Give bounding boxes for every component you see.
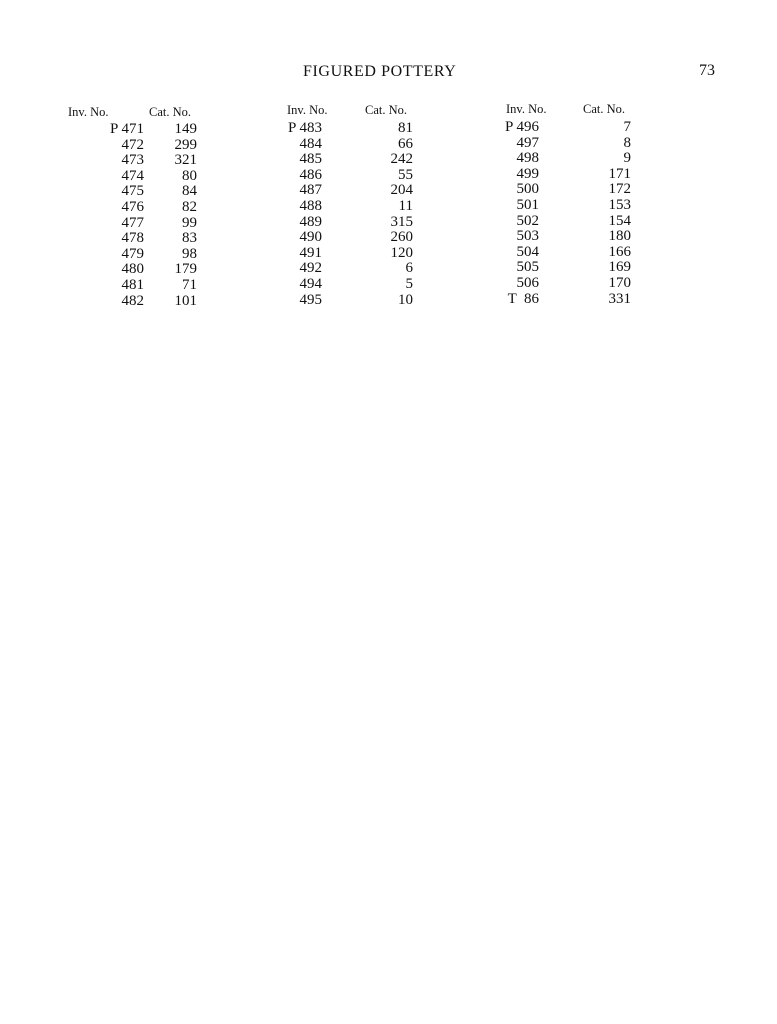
cat-no-cell: 81 (398, 120, 413, 136)
table-row (480, 214, 650, 230)
inv-no-cell: 482 (121, 292, 144, 309)
table-row (265, 261, 435, 277)
inv-no-cell: 499 (516, 165, 539, 182)
table-row (40, 231, 210, 247)
inv-no-cell: 485 (299, 151, 322, 168)
cat-no-cell: 315 (390, 213, 413, 230)
inv-no-cell: 505 (516, 259, 539, 276)
inv-no-cell: 503 (516, 228, 539, 245)
cat-no-cell: 321 (174, 152, 197, 169)
running-head (0, 63, 777, 85)
table-row (480, 229, 650, 245)
inv-no-cell: P 471 (109, 121, 144, 137)
cat-no-cell: 331 (608, 290, 631, 307)
table-row (265, 137, 435, 153)
inv-no-cell: 498 (516, 150, 539, 167)
cat-no-cell: 171 (608, 165, 631, 182)
inv-no-cell: 484 (299, 135, 322, 152)
inv-no-cell: 478 (121, 230, 144, 247)
inv-no-cell: 504 (516, 243, 539, 260)
table-rows (265, 121, 435, 308)
cat-no-header: Cat. No. (149, 105, 192, 119)
cat-no-cell: 153 (608, 196, 631, 213)
inv-no-cell: 502 (516, 212, 539, 229)
cat-no-cell: 154 (608, 212, 631, 229)
cat-no-cell: 55 (398, 166, 413, 183)
cat-no-cell: 169 (608, 259, 631, 276)
inv-no-cell: 481 (121, 276, 144, 293)
table-row (265, 215, 435, 231)
cat-no-cell: 84 (182, 183, 197, 200)
inv-no-cell: 475 (121, 183, 144, 200)
table-row (40, 138, 210, 154)
table-row (40, 216, 210, 232)
table-row (480, 292, 650, 308)
cat-no-cell: 8 (623, 134, 631, 151)
table-row (480, 182, 650, 198)
table-row (480, 120, 650, 136)
cat-no-cell: 6 (405, 260, 413, 277)
table-row (40, 294, 210, 310)
table-row (480, 198, 650, 214)
page-title: FIGURED POTTERY (303, 63, 457, 80)
table-row (40, 247, 210, 263)
table-row (40, 169, 210, 185)
inv-no-cell: 495 (299, 291, 322, 308)
cat-no-header: Cat. No. (583, 102, 626, 116)
cat-no-cell: 149 (174, 121, 197, 137)
cat-no-cell: 71 (182, 276, 197, 293)
inv-no-cell: 479 (121, 245, 144, 262)
inv-no-cell: 473 (121, 152, 144, 169)
table-row (480, 151, 650, 167)
inv-no-cell: P 483 (287, 120, 322, 136)
inv-no-cell: 500 (516, 181, 539, 198)
cat-no-cell: 172 (608, 181, 631, 198)
table-row (480, 245, 650, 261)
table-row (265, 183, 435, 199)
table-row (265, 277, 435, 293)
inv-no-cell: 480 (121, 261, 144, 278)
inv-no-cell: 491 (299, 244, 322, 261)
table-rows (480, 120, 650, 307)
inv-no-cell: P 496 (504, 119, 539, 135)
table-row (265, 230, 435, 246)
inv-no-header: Inv. No. (506, 102, 547, 116)
inv-no-cell: 506 (516, 274, 539, 291)
cat-no-cell: 66 (398, 135, 413, 152)
cat-no-cell: 242 (390, 151, 413, 168)
cat-no-cell: 299 (174, 136, 197, 153)
inv-no-cell: 486 (299, 166, 322, 183)
inv-no-header: Inv. No. (287, 103, 328, 117)
cat-no-cell: 80 (182, 167, 197, 184)
cat-no-cell: 170 (608, 274, 631, 291)
table-row (40, 184, 210, 200)
inv-no-cell: 490 (299, 229, 322, 246)
cat-no-cell: 179 (174, 261, 197, 278)
cat-no-cell: 120 (390, 244, 413, 261)
table-row (265, 246, 435, 262)
cat-no-cell: 7 (623, 119, 631, 135)
cat-no-cell: 82 (182, 198, 197, 215)
cat-no-cell: 9 (623, 150, 631, 167)
inv-no-header: Inv. No. (68, 105, 109, 119)
inv-no-cell: T 86 (507, 290, 539, 307)
table-row (40, 278, 210, 294)
table-row (265, 121, 435, 137)
table-row (480, 260, 650, 276)
inv-no-cell: 472 (121, 136, 144, 153)
inv-no-cell: 474 (121, 167, 144, 184)
table-row (480, 276, 650, 292)
inv-no-cell: 497 (516, 134, 539, 151)
table-row (265, 152, 435, 168)
cat-no-cell: 99 (182, 214, 197, 231)
inv-no-cell: 476 (121, 198, 144, 215)
cat-no-cell: 180 (608, 228, 631, 245)
table-row (40, 153, 210, 169)
cat-no-cell: 10 (398, 291, 413, 308)
cat-no-cell: 5 (405, 275, 413, 292)
inv-no-cell: 477 (121, 214, 144, 231)
table-row (265, 293, 435, 309)
table-row (40, 200, 210, 216)
inv-no-cell: 488 (299, 197, 322, 214)
inv-no-cell: 489 (299, 213, 322, 230)
table-row (40, 122, 210, 138)
page-number: 73 (699, 62, 715, 79)
table-row (265, 199, 435, 215)
cat-no-header: Cat. No. (365, 103, 408, 117)
cat-no-cell: 83 (182, 230, 197, 247)
cat-no-cell: 98 (182, 245, 197, 262)
cat-no-cell: 260 (390, 229, 413, 246)
inv-no-cell: 487 (299, 182, 322, 199)
table-row (265, 168, 435, 184)
cat-no-cell: 11 (398, 197, 413, 214)
inv-no-cell: 501 (516, 196, 539, 213)
table-row (480, 136, 650, 152)
cat-no-cell: 204 (390, 182, 413, 199)
table-row (40, 262, 210, 278)
cat-no-cell: 101 (174, 292, 197, 309)
table-rows (40, 122, 210, 309)
table-row (480, 167, 650, 183)
cat-no-cell: 166 (608, 243, 631, 260)
inv-no-cell: 492 (299, 260, 322, 277)
inv-no-cell: 494 (299, 275, 322, 292)
